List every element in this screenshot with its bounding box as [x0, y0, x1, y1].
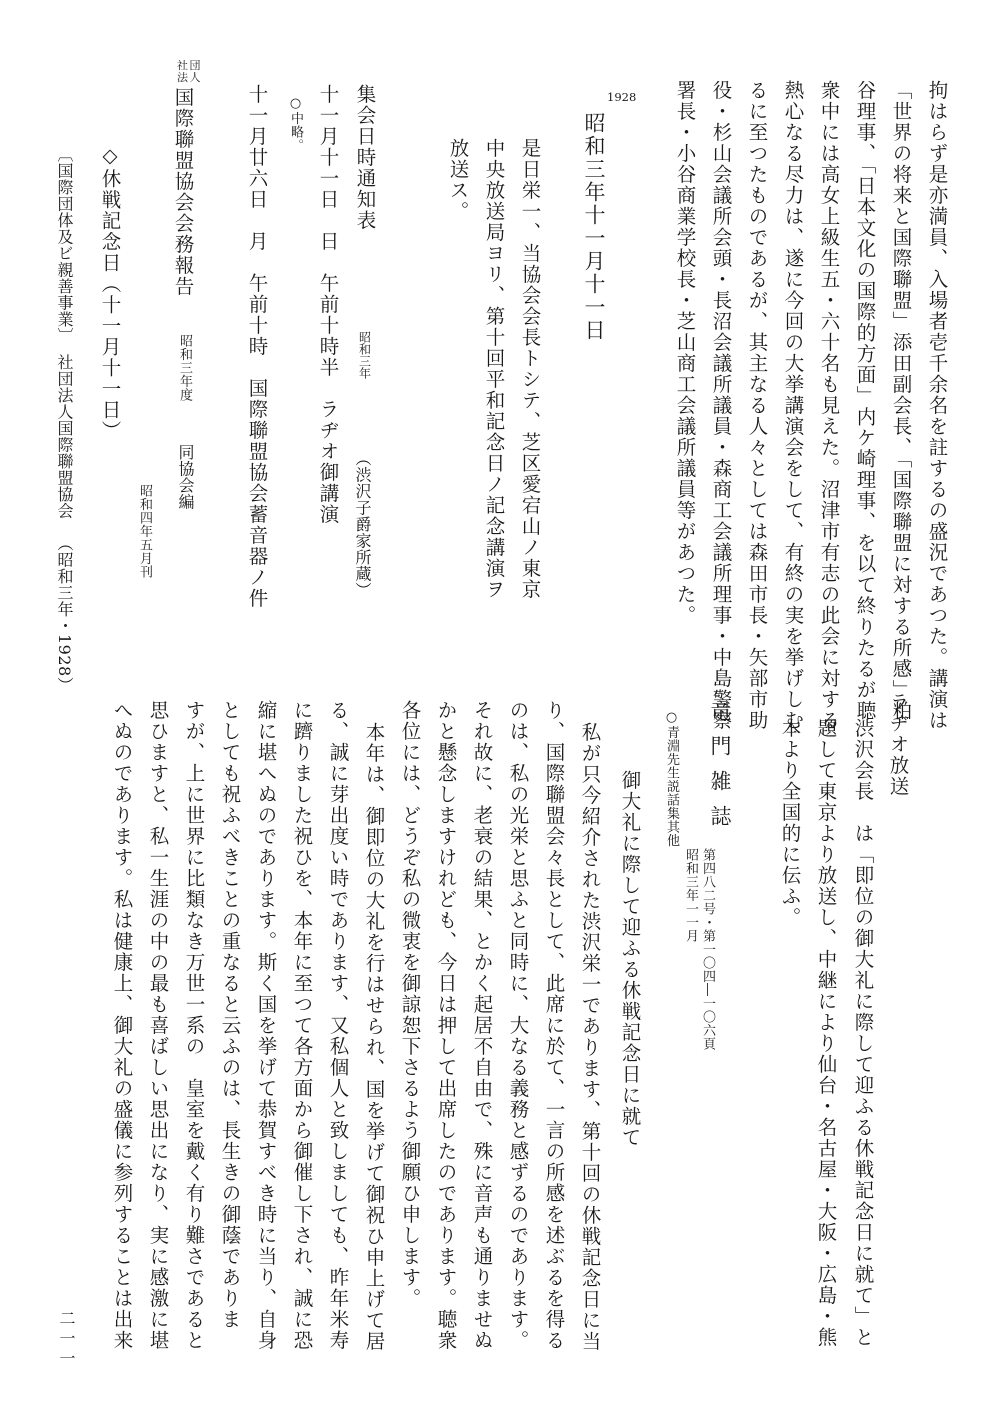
- publisher-name: 社団法人国際聯盟協会: [55, 354, 74, 519]
- speech-line: のは、私の光栄と思ふと同時に、大なる義務と感ずるのであります。: [506, 700, 530, 1351]
- bottom-radio-line: 題して東京より放送し、中継により仙台・名古屋・大阪・広島・熊: [814, 718, 838, 1348]
- bottom-radio-line: 渋沢会長 は「即位の御大礼に際して迎ふる休戦記念日に就て」と: [851, 718, 875, 1348]
- notice-title-text: 集会日時通知表: [353, 84, 377, 231]
- report-label-bottom: 法人: [177, 70, 202, 84]
- year-marker: 1928: [607, 90, 637, 104]
- top-article-line: 署長・小谷商業学校長・芝山商工会議所議員等があつた。: [673, 80, 697, 626]
- report-title: [171, 59, 202, 298]
- report-editor: 同協会編: [176, 444, 195, 510]
- speech-line: すが、上に世界に比類なき万世一系の 皇室を戴く有り難さであると: [182, 700, 206, 1351]
- speech-line: 本年は、御即位の大礼を行はせられ、国を挙げて御祝ひ申上げて居: [362, 722, 386, 1352]
- publisher-note: [56, 354, 72, 693]
- top-article-line: 衆中には高女上級生五・六十名も見えた。沼津市有志の此会に対する: [817, 80, 841, 731]
- speech-line: かと懸念しますけれども、今日は押して出席したのであります。聴衆: [434, 700, 458, 1351]
- notice-title: [355, 84, 375, 379]
- speech-line: る、誠に芽出度い時であります、又私個人と致しましても、昨年米寿: [326, 700, 350, 1351]
- source-note: （渋沢子爵家所蔵）: [353, 450, 372, 599]
- publisher-date: （昭和三年・1928）: [55, 535, 74, 694]
- journal-issue: 第四八二号・第一〇四―一〇六頁: [700, 848, 715, 1051]
- notice-entry: 十一月廿六日 月 午前十時 国際聯盟協会蓄音器ノ件: [245, 84, 269, 609]
- speech-line: に躋りました祝ひを、本年に至つて各方面から御催し下され、誠に恐: [290, 700, 314, 1351]
- section-note: 〔国際団体及ビ親善事業〕: [55, 146, 74, 344]
- notice-entry: 十一月十一日 日 午前十時半 ラヂオ御講演: [316, 84, 340, 525]
- top-article-line: 熱心なる尽力は、遂に今回の大挙講演会をして、有終の実を挙げしむ: [781, 80, 805, 731]
- bottom-radio-heading: ラヂオ放送: [886, 692, 910, 797]
- report-published: 昭和四年五月刊: [137, 484, 152, 579]
- report-title-text: 国際聯盟協会会務報告: [171, 87, 195, 298]
- entry-line: 中央放送局ヨリ、第十回平和記念日ノ記念講演ヲ: [482, 138, 506, 600]
- report-label: [177, 59, 202, 84]
- omitted-note: ○中略。: [288, 96, 303, 152]
- top-article-line: 「世界の将来と国際聯盟」添田副会長、「国際聯盟に対する所感」粕: [889, 80, 913, 722]
- top-article-line: 役・杉山会議所会頭・長沼会議所議員・森商工会議所理事・中島警察: [709, 80, 733, 731]
- speech-line: へぬのであります。私は健康上、御大礼の盛儀に参列することは出来: [110, 700, 134, 1351]
- speech-line: 思ひますと、私一生涯の中の最も喜ばしい思出になり、実に感激に堪: [146, 700, 170, 1351]
- bottom-radio-line: 本より全国的に伝ふ。: [778, 718, 802, 928]
- speech-line: としても祝ふべきことの重なると云ふのは、長生きの御蔭でありま: [218, 700, 242, 1330]
- armistice-heading: ◇休戦記念日（十一月十一日）: [98, 144, 122, 442]
- top-article-line: 拘はらず是亦満員、入場者壱千余名を註するの盛況であつた。講演は: [925, 80, 949, 731]
- speech-line: 各位には、どうぞ私の微衷を御諒恕下さるよう御願ひ申します。: [398, 700, 422, 1309]
- entry-line: 放送ス。: [446, 138, 470, 222]
- entry-line: 是日栄一、当協会会長トシテ、芝区愛宕山ノ東京: [518, 138, 542, 600]
- page-number: 二一一: [57, 1310, 76, 1370]
- notice-title-note: 昭和三年: [357, 331, 372, 379]
- speech-line: 縮に堪へぬのであります。斯く国を挙げて恭賀すべき時に当り、自身: [254, 700, 278, 1351]
- top-article-line: るに至つたものであるが、其主なる人々としては森田市長・矢部市助: [745, 80, 769, 731]
- date-heading: 昭和三年十一月十一日: [582, 112, 606, 342]
- report-label-top: 社団: [177, 59, 202, 72]
- speech-line: それ故に、老衰の結果、とかく起居不自由で、殊に音声も通りませぬ: [470, 700, 494, 1351]
- speech-line: り、国際聯盟会々長として、此席に於て、一言の所感を述ぶるを得る: [542, 700, 566, 1351]
- journal-subtitle: ○青淵先生説話集其他: [664, 710, 679, 847]
- speech-title: 御大礼に際して迎ふる休戦記念日に就て: [618, 770, 642, 1148]
- report-year: 昭和三年度: [177, 334, 192, 402]
- speech-line: 私が只今紹介された渋沢栄一であります、第十回の休戦記念日に当: [578, 722, 602, 1352]
- journal-date: 昭和三年一一月: [683, 848, 698, 943]
- journal-title: 竜門雑誌: [708, 700, 732, 840]
- top-article-line: 谷理事、「日本文化の国際的方面」内ケ崎理事、を以て終りたるが聴: [853, 80, 877, 722]
